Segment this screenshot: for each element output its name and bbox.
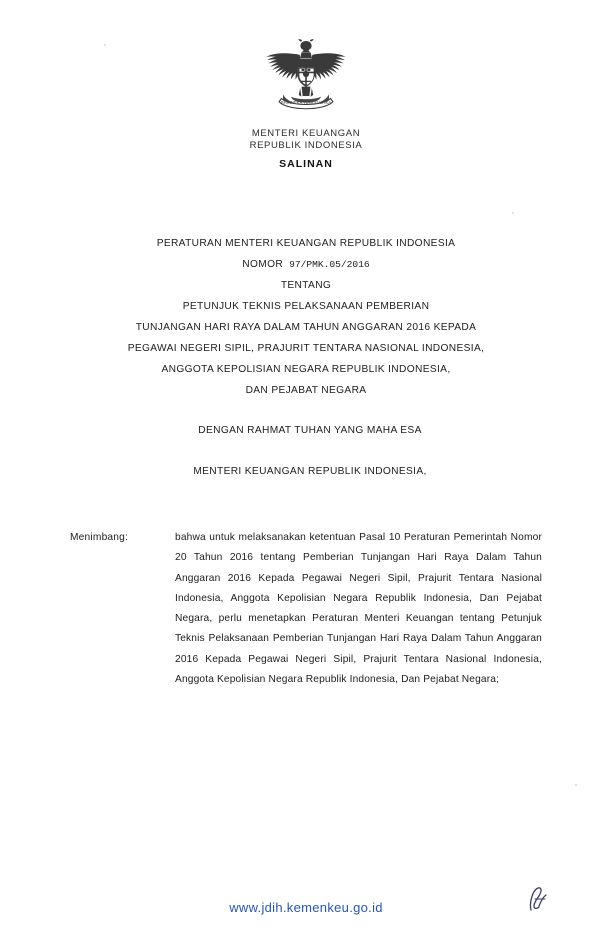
invocation-text: DENGAN RAHMAT TUHAN YANG MAHA ESA xyxy=(198,425,422,436)
subject-line-4: ANGGOTA KEPOLISIAN NEGARA REPUBLIK INDONESIA, xyxy=(161,364,451,375)
garuda-pancasila-emblem xyxy=(263,38,349,114)
considerations-label: Menimbang: xyxy=(70,532,129,543)
considerations-text: bahwa untuk melaksanakan ketentuan Pasal 10 Peraturan Pemerintah Nomor 20 Tahun 2016 tentang Pemberian Tunjangan Hari Raya Dalam Tahun Anggaran 2016 Kepada Pegawai Negeri Sipil, Prajurit Tentara Nasional Indonesia, Anggota Kepolisian Negara Republik Indonesia, Dan Pejabat Negara, perlu menetapkan Peraturan Menteri Keuangan tentang Petunjuk Teknis Pelaksanaan Pemberian Tunjangan Hari Raya Dalam Tahun Anggaran 2016 Kepada Pegawai Negeri Sipil, Prajurit Tentara Nasional Indonesia, Anggota Kepolisian Negara Republik Indonesia, Dan Pejabat Negara; xyxy=(175,532,542,686)
subject-line-5: DAN PEJABAT NEGARA xyxy=(245,385,367,396)
ministry-line-2: REPUBLIK INDONESIA xyxy=(249,140,363,151)
scan-speck xyxy=(512,212,514,214)
regulation-title-block xyxy=(0,233,612,401)
issuer-text: MENTERI KEUANGAN REPUBLIK INDONESIA, xyxy=(193,466,427,477)
emblem-container xyxy=(0,38,612,119)
copy-label: SALINAN xyxy=(279,158,333,170)
tentang-label: TENTANG xyxy=(280,280,332,291)
ministry-line-1: MENTERI KEUANGAN xyxy=(251,128,361,139)
regulation-number-line xyxy=(0,254,612,275)
considerations-section xyxy=(70,528,542,690)
svg-text:BHINNEKA TUNGGAL IKA: BHINNEKA TUNGGAL IKA xyxy=(280,100,332,106)
nomor-value: 97/PMK.05/2016 xyxy=(289,259,370,270)
regulation-title: PERATURAN MENTERI KEUANGAN REPUBLIK INDONESIA xyxy=(156,238,456,249)
nomor-label: NOMOR xyxy=(242,259,284,270)
subject-line-1: PETUNJUK TEKNIS PELAKSANAAN PEMBERIAN xyxy=(182,301,430,312)
subject-line-2: TUNJANGAN HARI RAYA DALAM TAHUN ANGGARAN 2016 KEPADA xyxy=(135,322,477,333)
scan-speck xyxy=(575,784,577,786)
jdih-url[interactable]: www.jdih.kemenkeu.go.id xyxy=(229,900,383,915)
subject-line-3: PEGAWAI NEGERI SIPIL, PRAJURIT TENTARA NASIONAL INDONESIA, xyxy=(127,343,485,354)
